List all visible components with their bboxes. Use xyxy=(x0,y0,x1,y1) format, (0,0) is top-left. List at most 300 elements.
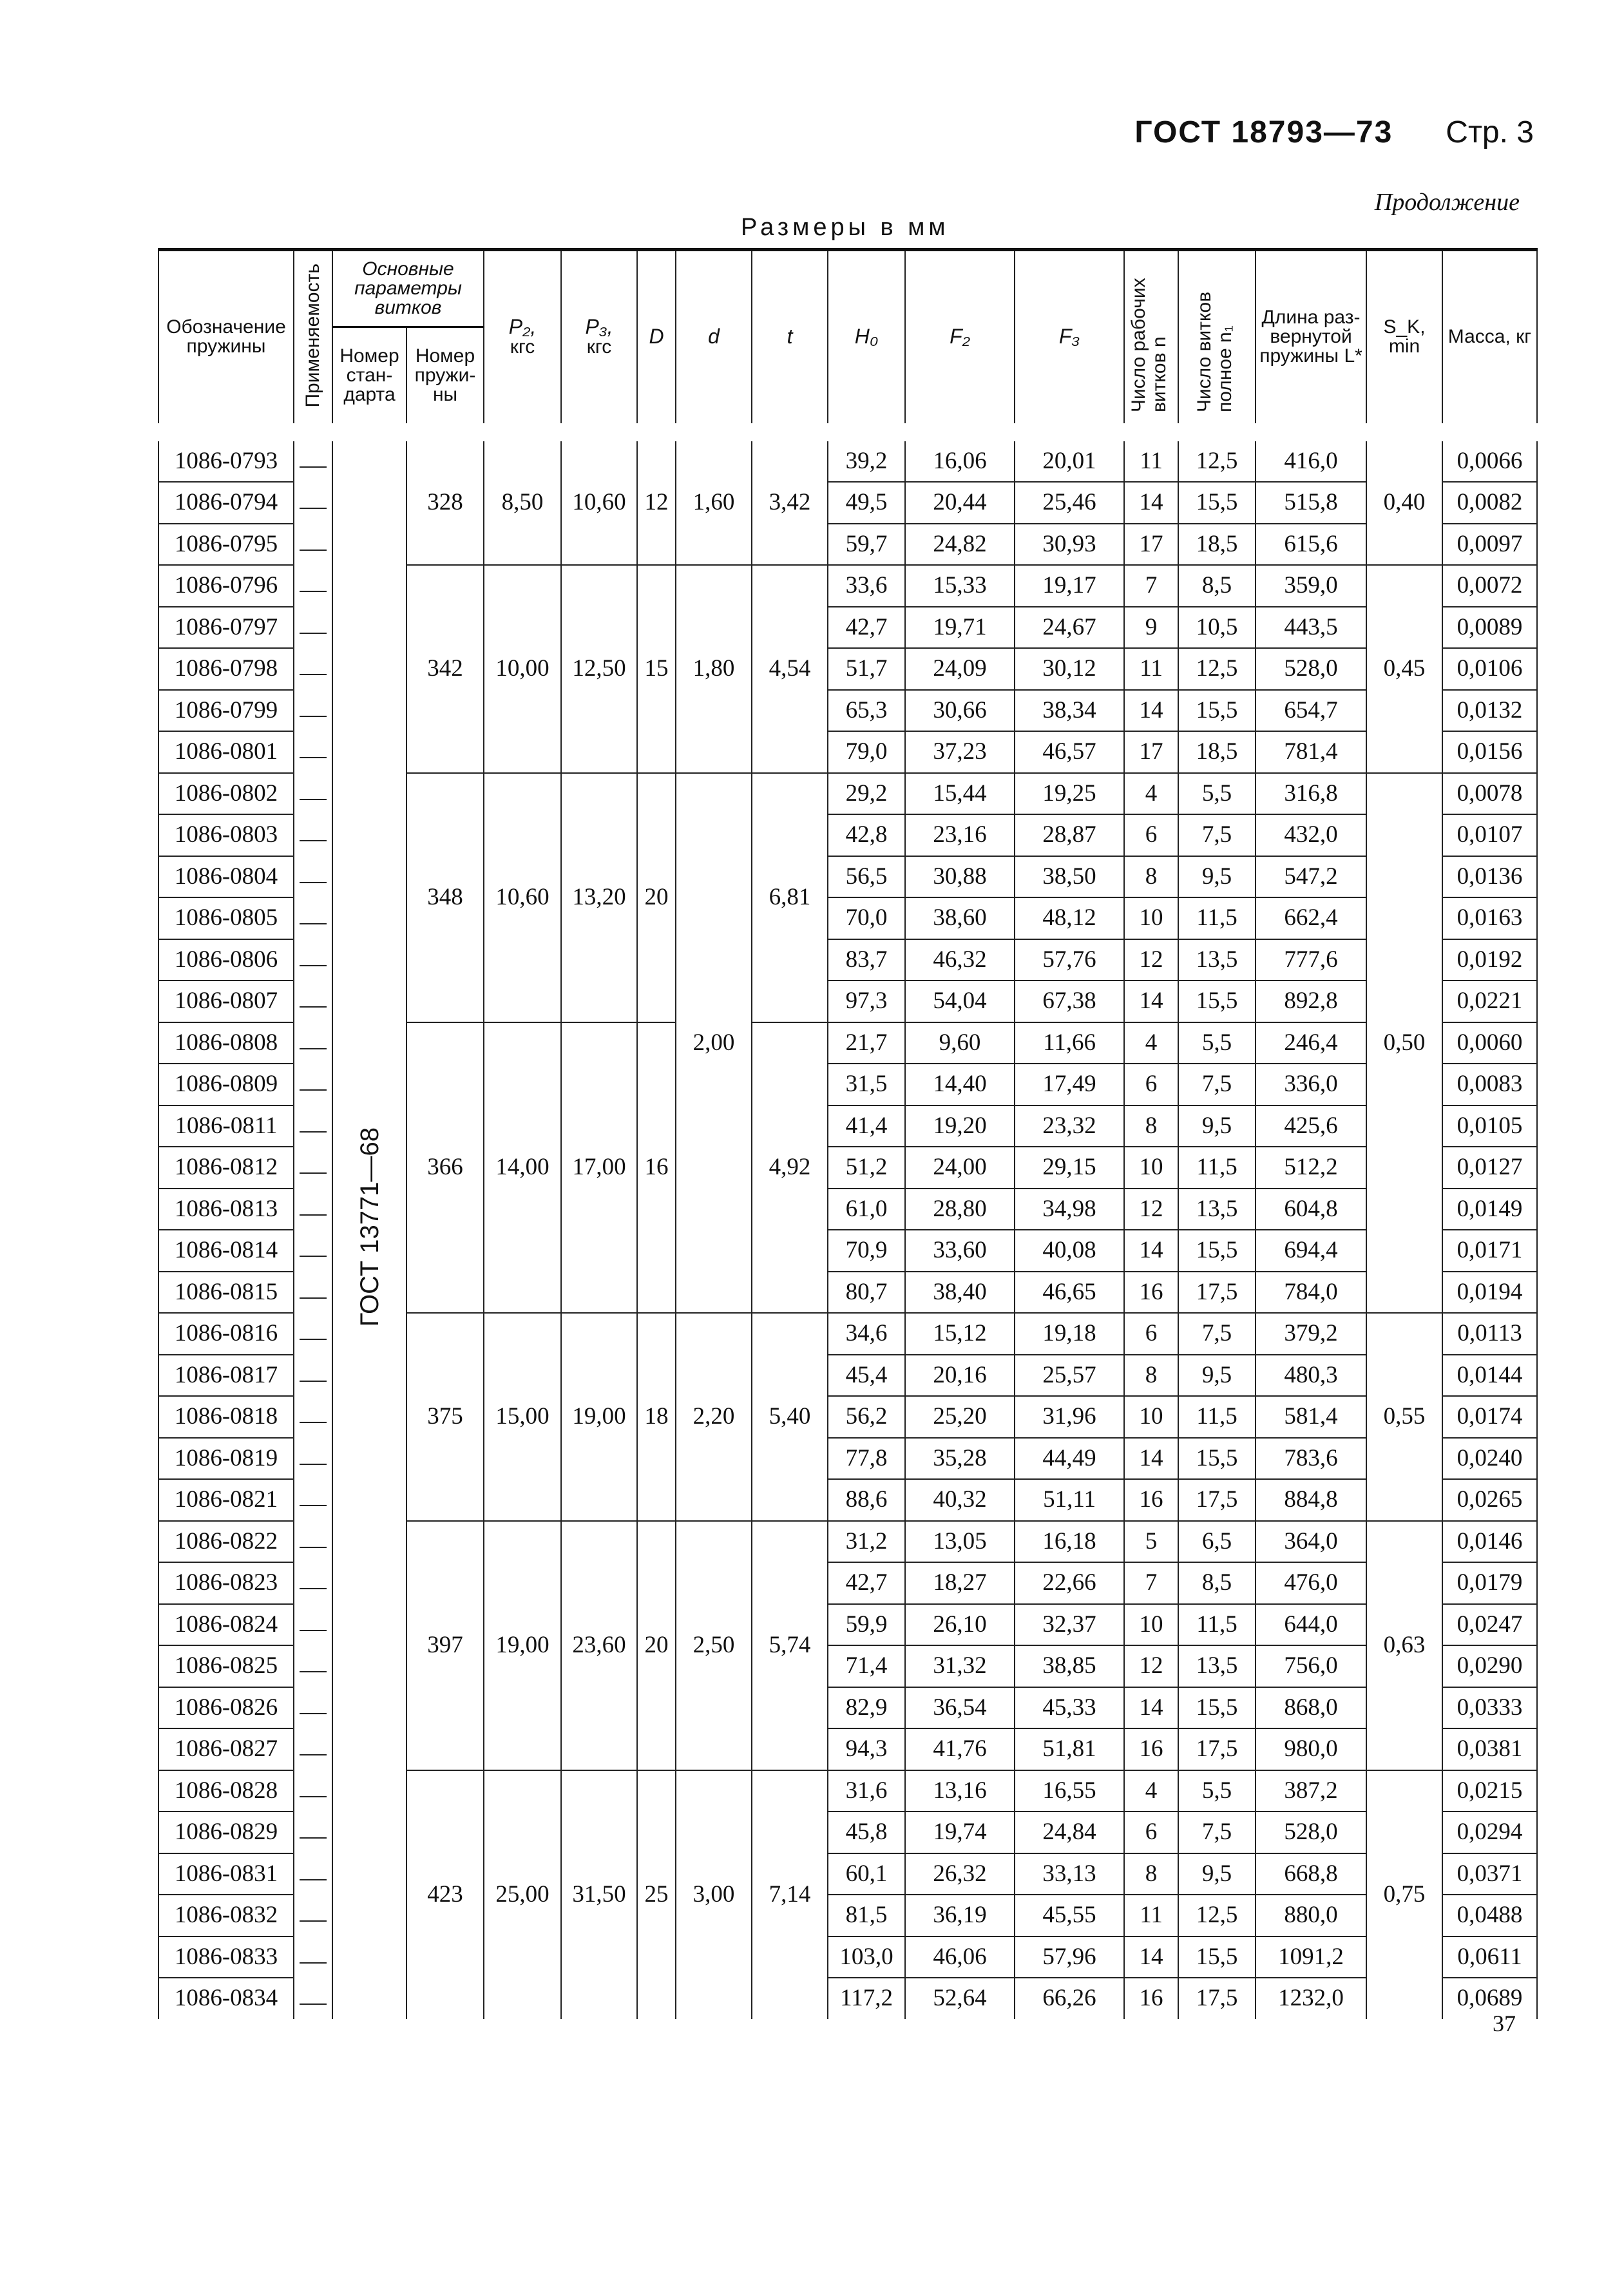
total-coils-cell: 10,5 xyxy=(1178,607,1256,649)
mass-cell: 0,0107 xyxy=(1442,814,1537,856)
f3-cell: 11,66 xyxy=(1015,1022,1124,1064)
spring-number-cell: 348 xyxy=(406,773,484,1022)
f3-cell: 57,96 xyxy=(1015,1937,1124,1978)
p3-cell: 13,20 xyxy=(561,773,637,1022)
f2-cell: 54,04 xyxy=(905,980,1015,1022)
h0-cell: 33,6 xyxy=(828,565,905,607)
applicability-dash xyxy=(300,1381,327,1382)
spring-number-cell: 423 xyxy=(406,1770,484,2019)
f2-cell: 16,06 xyxy=(905,432,1015,483)
f2-cell: 13,05 xyxy=(905,1521,1015,1563)
units-label: Размеры в мм xyxy=(741,214,950,241)
f3-cell: 67,38 xyxy=(1015,980,1124,1022)
f2-cell: 19,20 xyxy=(905,1105,1015,1147)
p3-cell: 17,00 xyxy=(561,1022,637,1314)
mass-cell: 0,0174 xyxy=(1442,1396,1537,1438)
mass-cell: 0,0163 xyxy=(1442,897,1537,939)
col-applicability xyxy=(294,250,332,432)
applicability-dash xyxy=(300,1256,327,1257)
working-coils-cell: 7 xyxy=(1124,1562,1178,1604)
mass-cell: 0,0113 xyxy=(1442,1313,1537,1355)
applicability-cell xyxy=(294,1978,332,2019)
designation-cell: 1086-0829 xyxy=(158,1812,294,1853)
working-coils-cell: 10 xyxy=(1124,897,1178,939)
total-coils-cell: 7,5 xyxy=(1178,1812,1256,1853)
f3-cell: 19,17 xyxy=(1015,565,1124,607)
col-f3 xyxy=(1015,250,1124,432)
working-coils-cell: 4 xyxy=(1124,1770,1178,1812)
f3-cell: 51,11 xyxy=(1015,1479,1124,1521)
designation-cell: 1086-0816 xyxy=(158,1313,294,1355)
f2-cell: 24,00 xyxy=(905,1147,1015,1189)
col-sk-unit: min xyxy=(1388,336,1420,358)
length-cell: 615,6 xyxy=(1256,524,1366,566)
spring-number-cell: 366 xyxy=(406,1022,484,1314)
designation-cell: 1086-0793 xyxy=(158,432,294,483)
applicability-dash xyxy=(300,799,327,800)
f2-cell: 30,66 xyxy=(905,690,1015,732)
f3-cell: 24,84 xyxy=(1015,1812,1124,1853)
sk-cell: 0,50 xyxy=(1366,773,1442,1314)
h0-cell: 103,0 xyxy=(828,1937,905,1978)
working-coils-cell: 8 xyxy=(1124,1853,1178,1895)
length-cell: 654,7 xyxy=(1256,690,1366,732)
working-coils-cell: 5 xyxy=(1124,1521,1178,1563)
applicability-cell xyxy=(294,814,332,856)
total-coils-cell: 9,5 xyxy=(1178,1355,1256,1397)
working-coils-cell: 4 xyxy=(1124,773,1178,815)
applicability-dash xyxy=(300,757,327,758)
h0-cell: 51,2 xyxy=(828,1147,905,1189)
h0-cell: 42,8 xyxy=(828,814,905,856)
designation-cell: 1086-0819 xyxy=(158,1438,294,1480)
applicability-dash xyxy=(300,923,327,924)
sk-cell: 0,75 xyxy=(1366,1770,1442,2019)
h0-cell: 29,2 xyxy=(828,773,905,815)
total-coils-cell: 5,5 xyxy=(1178,1770,1256,1812)
f3-cell: 46,57 xyxy=(1015,731,1124,773)
applicability-cell xyxy=(294,1147,332,1189)
designation-cell: 1086-0818 xyxy=(158,1396,294,1438)
mass-cell: 0,0192 xyxy=(1442,939,1537,981)
h0-cell: 94,3 xyxy=(828,1728,905,1770)
designation-cell: 1086-0821 xyxy=(158,1479,294,1521)
f3-cell: 45,55 xyxy=(1015,1895,1124,1937)
applicability-dash xyxy=(300,1796,327,1797)
f2-cell: 46,06 xyxy=(905,1937,1015,1978)
total-coils-cell: 5,5 xyxy=(1178,1022,1256,1064)
f3-cell: 32,37 xyxy=(1015,1604,1124,1646)
designation-cell: 1086-0796 xyxy=(158,565,294,607)
col-f2 xyxy=(905,250,1015,432)
applicability-cell xyxy=(294,607,332,649)
h0-cell: 83,7 xyxy=(828,939,905,981)
wire-diameter-cell: 2,50 xyxy=(676,1521,752,1770)
f3-cell: 38,34 xyxy=(1015,690,1124,732)
length-cell: 1091,2 xyxy=(1256,1937,1366,1978)
applicability-dash xyxy=(300,882,327,883)
mass-cell: 0,0082 xyxy=(1442,482,1537,524)
f3-cell: 19,18 xyxy=(1015,1313,1124,1355)
f2-cell: 52,64 xyxy=(905,1978,1015,2019)
f3-cell: 51,81 xyxy=(1015,1728,1124,1770)
p3-cell: 31,50 xyxy=(561,1770,637,2019)
f3-cell: 19,25 xyxy=(1015,773,1124,815)
p2-cell: 15,00 xyxy=(484,1313,561,1521)
designation-cell: 1086-0823 xyxy=(158,1562,294,1604)
length-cell: 246,4 xyxy=(1256,1022,1366,1064)
working-coils-cell: 16 xyxy=(1124,1479,1178,1521)
total-coils-cell: 13,5 xyxy=(1178,1645,1256,1687)
f2-cell: 20,44 xyxy=(905,482,1015,524)
working-coils-cell: 10 xyxy=(1124,1147,1178,1189)
working-coils-cell: 10 xyxy=(1124,1396,1178,1438)
working-coils-cell: 6 xyxy=(1124,1064,1178,1105)
mass-cell: 0,0066 xyxy=(1442,432,1537,483)
p3-cell: 10,60 xyxy=(561,432,637,566)
applicability-cell xyxy=(294,1853,332,1895)
h0-cell: 31,2 xyxy=(828,1521,905,1563)
designation-cell: 1086-0833 xyxy=(158,1937,294,1978)
applicability-cell xyxy=(294,482,332,524)
h0-cell: 65,3 xyxy=(828,690,905,732)
page-header xyxy=(1134,115,1534,150)
working-coils-cell: 11 xyxy=(1124,1895,1178,1937)
applicability-dash xyxy=(300,2003,327,2005)
applicability-dash xyxy=(300,1754,327,1755)
col-p3-unit: кгс xyxy=(586,336,612,358)
h0-cell: 49,5 xyxy=(828,482,905,524)
f2-cell: 38,40 xyxy=(905,1272,1015,1314)
applicability-dash xyxy=(300,1048,327,1049)
working-coils-cell: 17 xyxy=(1124,524,1178,566)
total-coils-cell: 15,5 xyxy=(1178,1438,1256,1480)
applicability-dash xyxy=(300,1920,327,1922)
total-coils-cell: 11,5 xyxy=(1178,1604,1256,1646)
spec-table-body xyxy=(158,432,1537,2019)
working-coils-cell: 14 xyxy=(1124,690,1178,732)
applicability-cell xyxy=(294,980,332,1022)
total-coils-cell: 13,5 xyxy=(1178,1189,1256,1230)
h0-cell: 45,8 xyxy=(828,1812,905,1853)
h0-cell: 39,2 xyxy=(828,432,905,483)
outer-diameter-cell: 25 xyxy=(637,1770,676,2019)
applicability-dash xyxy=(300,508,327,509)
total-coils-cell: 8,5 xyxy=(1178,1562,1256,1604)
p2-cell: 14,00 xyxy=(484,1022,561,1314)
length-cell: 784,0 xyxy=(1256,1272,1366,1314)
f3-cell: 25,46 xyxy=(1015,482,1124,524)
spring-number-cell: 328 xyxy=(406,432,484,566)
mass-cell: 0,0488 xyxy=(1442,1895,1537,1937)
wire-diameter-cell: 2,00 xyxy=(676,773,752,1314)
f2-cell: 19,71 xyxy=(905,607,1015,649)
length-cell: 364,0 xyxy=(1256,1521,1366,1563)
spring-number-cell: 397 xyxy=(406,1521,484,1770)
total-coils-cell: 18,5 xyxy=(1178,731,1256,773)
mass-cell: 0,0294 xyxy=(1442,1812,1537,1853)
applicability-cell xyxy=(294,1812,332,1853)
p2-cell: 19,00 xyxy=(484,1521,561,1770)
total-coils-cell: 9,5 xyxy=(1178,1853,1256,1895)
designation-cell: 1086-0805 xyxy=(158,897,294,939)
total-coils-cell: 7,5 xyxy=(1178,1064,1256,1105)
f3-cell: 28,87 xyxy=(1015,814,1124,856)
designation-cell: 1086-0811 xyxy=(158,1105,294,1147)
applicability-cell xyxy=(294,690,332,732)
length-cell: 694,4 xyxy=(1256,1230,1366,1272)
applicability-cell xyxy=(294,1189,332,1230)
applicability-dash xyxy=(300,1713,327,1714)
length-cell: 416,0 xyxy=(1256,432,1366,483)
applicability-dash xyxy=(300,550,327,551)
f3-cell: 34,98 xyxy=(1015,1189,1124,1230)
total-coils-cell: 11,5 xyxy=(1178,1396,1256,1438)
length-cell: 777,6 xyxy=(1256,939,1366,981)
designation-cell: 1086-0814 xyxy=(158,1230,294,1272)
p3-cell: 12,50 xyxy=(561,565,637,773)
length-cell: 1232,0 xyxy=(1256,1978,1366,2019)
h0-cell: 80,7 xyxy=(828,1272,905,1314)
mass-cell: 0,0381 xyxy=(1442,1728,1537,1770)
applicability-cell xyxy=(294,1645,332,1687)
outer-diameter-cell: 15 xyxy=(637,565,676,773)
applicability-cell xyxy=(294,1022,332,1064)
length-cell: 868,0 xyxy=(1256,1687,1366,1729)
col-pitch xyxy=(752,250,828,432)
mass-cell: 0,0221 xyxy=(1442,980,1537,1022)
col-designation: Обозначение пружины xyxy=(158,250,294,432)
applicability-dash xyxy=(300,1671,327,1672)
f2-cell: 38,60 xyxy=(905,897,1015,939)
length-cell: 756,0 xyxy=(1256,1645,1366,1687)
total-coils-cell: 9,5 xyxy=(1178,1105,1256,1147)
col-outer-diameter xyxy=(637,250,676,432)
length-cell: 581,4 xyxy=(1256,1396,1366,1438)
designation-cell: 1086-0806 xyxy=(158,939,294,981)
designation-cell: 1086-0824 xyxy=(158,1604,294,1646)
applicability-cell xyxy=(294,1355,332,1397)
col-h0-label: H₀ xyxy=(854,325,879,349)
total-coils-cell: 17,5 xyxy=(1178,1479,1256,1521)
designation-cell: 1086-0815 xyxy=(158,1272,294,1314)
h0-cell: 31,5 xyxy=(828,1064,905,1105)
col-mass: Масса, кг xyxy=(1442,250,1537,432)
applicability-cell xyxy=(294,648,332,690)
total-coils-cell: 5,5 xyxy=(1178,773,1256,815)
applicability-cell xyxy=(294,1230,332,1272)
applicability-dash xyxy=(300,1962,327,1964)
working-coils-cell: 6 xyxy=(1124,1812,1178,1853)
h0-cell: 42,7 xyxy=(828,1562,905,1604)
mass-cell: 0,0078 xyxy=(1442,773,1537,815)
outer-diameter-cell: 20 xyxy=(637,1521,676,1770)
mass-cell: 0,0106 xyxy=(1442,648,1537,690)
h0-cell: 31,6 xyxy=(828,1770,905,1812)
f3-cell: 20,01 xyxy=(1015,432,1124,483)
p3-cell: 23,60 xyxy=(561,1521,637,1770)
designation-cell: 1086-0798 xyxy=(158,648,294,690)
f2-cell: 37,23 xyxy=(905,731,1015,773)
wire-diameter-cell: 2,20 xyxy=(676,1313,752,1521)
applicability-dash xyxy=(300,716,327,717)
applicability-cell xyxy=(294,1479,332,1521)
total-coils-cell: 15,5 xyxy=(1178,1937,1256,1978)
total-coils-cell: 18,5 xyxy=(1178,524,1256,566)
working-coils-cell: 12 xyxy=(1124,1645,1178,1687)
sk-cell: 0,55 xyxy=(1366,1313,1442,1521)
mass-cell: 0,0144 xyxy=(1442,1355,1537,1397)
working-coils-cell: 12 xyxy=(1124,939,1178,981)
f2-cell: 15,44 xyxy=(905,773,1015,815)
applicability-dash xyxy=(300,840,327,841)
length-cell: 387,2 xyxy=(1256,1770,1366,1812)
applicability-cell xyxy=(294,897,332,939)
outer-diameter-cell: 20 xyxy=(637,773,676,1022)
f2-cell: 46,32 xyxy=(905,939,1015,981)
col-outer-diameter-label: D xyxy=(649,325,664,349)
applicability-dash xyxy=(300,1547,327,1548)
h0-cell: 77,8 xyxy=(828,1438,905,1480)
working-coils-cell: 11 xyxy=(1124,432,1178,483)
f2-cell: 19,74 xyxy=(905,1812,1015,1853)
col-total-coils-label: Число витков полное n₁ xyxy=(1194,292,1236,413)
mass-cell: 0,0097 xyxy=(1442,524,1537,566)
p2-cell: 25,00 xyxy=(484,1770,561,2019)
page-label: Стр. 3 xyxy=(1446,115,1534,149)
h0-cell: 51,7 xyxy=(828,648,905,690)
f2-cell: 18,27 xyxy=(905,1562,1015,1604)
designation-cell: 1086-0828 xyxy=(158,1770,294,1812)
mass-cell: 0,0247 xyxy=(1442,1604,1537,1646)
f3-cell: 33,13 xyxy=(1015,1853,1124,1895)
f3-cell: 45,33 xyxy=(1015,1687,1124,1729)
applicability-cell xyxy=(294,1313,332,1355)
total-coils-cell: 12,5 xyxy=(1178,648,1256,690)
designation-cell: 1086-0813 xyxy=(158,1189,294,1230)
h0-cell: 56,2 xyxy=(828,1396,905,1438)
working-coils-cell: 17 xyxy=(1124,731,1178,773)
h0-cell: 117,2 xyxy=(828,1978,905,2019)
col-length: Длина раз- вернутой пружины L* xyxy=(1256,250,1366,432)
designation-cell: 1086-0822 xyxy=(158,1521,294,1563)
length-cell: 662,4 xyxy=(1256,897,1366,939)
f3-cell: 29,15 xyxy=(1015,1147,1124,1189)
f3-cell: 17,49 xyxy=(1015,1064,1124,1105)
f2-cell: 36,19 xyxy=(905,1895,1015,1937)
mass-cell: 0,0333 xyxy=(1442,1687,1537,1729)
f3-cell: 66,26 xyxy=(1015,1978,1124,2019)
length-cell: 644,0 xyxy=(1256,1604,1366,1646)
h0-cell: 79,0 xyxy=(828,731,905,773)
f2-cell: 15,12 xyxy=(905,1313,1015,1355)
length-cell: 892,8 xyxy=(1256,980,1366,1022)
outer-diameter-cell: 12 xyxy=(637,432,676,566)
h0-cell: 70,9 xyxy=(828,1230,905,1272)
working-coils-cell: 14 xyxy=(1124,482,1178,524)
applicability-dash xyxy=(300,1505,327,1506)
col-std-number: Номер стан- дарта xyxy=(332,327,406,432)
f3-cell: 38,50 xyxy=(1015,856,1124,898)
applicability-cell xyxy=(294,1396,332,1438)
applicability-cell xyxy=(294,1937,332,1978)
working-coils-cell: 7 xyxy=(1124,565,1178,607)
h0-cell: 61,0 xyxy=(828,1189,905,1230)
pitch-cell: 5,74 xyxy=(752,1521,828,1770)
col-applicability-label: Применяемость xyxy=(302,263,323,407)
outer-diameter-cell: 16 xyxy=(637,1022,676,1314)
designation-cell: 1086-0826 xyxy=(158,1687,294,1729)
working-coils-cell: 14 xyxy=(1124,1230,1178,1272)
length-cell: 443,5 xyxy=(1256,607,1366,649)
designation-cell: 1086-0799 xyxy=(158,690,294,732)
length-cell: 547,2 xyxy=(1256,856,1366,898)
working-coils-cell: 14 xyxy=(1124,1937,1178,1978)
length-cell: 316,8 xyxy=(1256,773,1366,815)
pitch-cell: 4,92 xyxy=(752,1022,828,1314)
applicability-cell xyxy=(294,1687,332,1729)
total-coils-cell: 12,5 xyxy=(1178,432,1256,483)
h0-cell: 45,4 xyxy=(828,1355,905,1397)
total-coils-cell: 7,5 xyxy=(1178,814,1256,856)
length-cell: 604,8 xyxy=(1256,1189,1366,1230)
mass-cell: 0,0083 xyxy=(1442,1064,1537,1105)
working-coils-cell: 8 xyxy=(1124,1355,1178,1397)
standard-label: ГОСТ 13771—68 xyxy=(355,1127,384,1327)
total-coils-cell: 12,5 xyxy=(1178,1895,1256,1937)
p2-cell: 10,60 xyxy=(484,773,561,1022)
length-cell: 512,2 xyxy=(1256,1147,1366,1189)
f2-cell: 31,32 xyxy=(905,1645,1015,1687)
applicability-cell xyxy=(294,856,332,898)
length-cell: 515,8 xyxy=(1256,482,1366,524)
mass-cell: 0,0132 xyxy=(1442,690,1537,732)
pitch-cell: 3,42 xyxy=(752,432,828,566)
applicability-dash xyxy=(300,1588,327,1589)
total-coils-cell: 11,5 xyxy=(1178,897,1256,939)
total-coils-cell: 11,5 xyxy=(1178,1147,1256,1189)
applicability-cell xyxy=(294,1728,332,1770)
spring-number-cell: 342 xyxy=(406,565,484,773)
total-coils-cell: 13,5 xyxy=(1178,939,1256,981)
sk-cell: 0,45 xyxy=(1366,565,1442,773)
h0-cell: 42,7 xyxy=(828,607,905,649)
f2-cell: 41,76 xyxy=(905,1728,1015,1770)
total-coils-cell: 8,5 xyxy=(1178,565,1256,607)
working-coils-cell: 16 xyxy=(1124,1272,1178,1314)
f3-cell: 16,18 xyxy=(1015,1521,1124,1563)
h0-cell: 82,9 xyxy=(828,1687,905,1729)
f2-cell: 15,33 xyxy=(905,565,1015,607)
length-cell: 528,0 xyxy=(1256,648,1366,690)
col-working-coils xyxy=(1124,250,1178,432)
mass-cell: 0,0072 xyxy=(1442,565,1537,607)
col-sk-symbol: S_K, xyxy=(1383,316,1426,338)
f2-cell: 14,40 xyxy=(905,1064,1015,1105)
length-cell: 880,0 xyxy=(1256,1895,1366,1937)
table-row xyxy=(158,432,1537,483)
h0-cell: 34,6 xyxy=(828,1313,905,1355)
applicability-dash xyxy=(300,1131,327,1133)
h0-cell: 41,4 xyxy=(828,1105,905,1147)
col-wire-diameter xyxy=(676,250,752,432)
p3-cell: 19,00 xyxy=(561,1313,637,1521)
working-coils-cell: 10 xyxy=(1124,1604,1178,1646)
col-basic-params: Основные параметры витков xyxy=(332,250,484,327)
f3-cell: 38,85 xyxy=(1015,1645,1124,1687)
f2-cell: 20,16 xyxy=(905,1355,1015,1397)
designation-cell: 1086-0801 xyxy=(158,731,294,773)
